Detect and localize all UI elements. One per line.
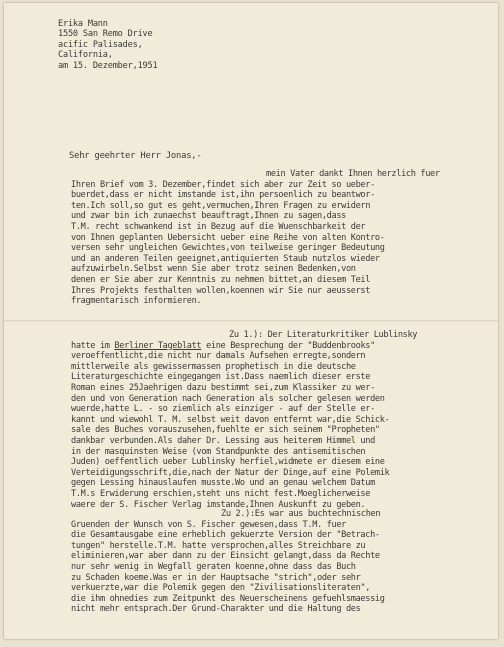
sender-state: California,: [58, 50, 113, 61]
paragraph-2: [71, 330, 498, 510]
text-line: verkuerzte,war die Polemik gegen den "Zivilisationsliteraten",: [71, 583, 371, 594]
sender-street: 1550 San Remo Drive: [58, 29, 153, 40]
text-line: nur sehr wenig in Wegfall geraten koenne,ohne dass das Buch: [71, 561, 356, 572]
text-line: wuerde,hatte L. - so ziemlich als einziger - auf der Stelle er-: [71, 404, 375, 415]
text-line: dankbar verbunden.Als daher Dr. Lessing aus heiterem Himmel und: [71, 435, 375, 446]
text-line: die Gesamtausgabe eine erheblich gekuerzte Version der "Betrach-: [71, 530, 380, 541]
text-line: die ihm ohnedies zum Zeitpunkt des Neuerscheinens gefuehlsmaessig: [71, 593, 385, 604]
text-line: Gruenden der Wunsch von S. Fischer gewesen,dass T.M. fuer: [71, 519, 346, 530]
sender-city: acific Palisades,: [58, 39, 143, 50]
text-line: Verteidigungsschrift,die,nach der Natur der Dinge,auf eine Polemik: [71, 467, 390, 478]
paragraph-1: [71, 169, 498, 307]
text-line: buerdet,dass er nicht imstande ist,ihn persoenlich zu beantwor-: [71, 190, 375, 201]
text-line: zu Schaden koeme.Was er in der Hauptsache "strich",oder sehr: [71, 572, 361, 583]
text-line: sale des Buches vorauszusehen,fuehlte er sich seinem "Propheten": [71, 425, 380, 436]
text-line: und zwar bin ich zunaechst beauftragt,Ihnen zu sagen,dass: [71, 211, 346, 222]
text-line: Ihres Projekts festhalten wollen,koennen wir Sie nur aeusserst: [71, 285, 371, 296]
sender-address-block: [58, 19, 157, 71]
text-fragment: eine Besprechung der "Buddenbrooks": [201, 340, 375, 351]
text-line: aufzuwirbeln.Selbst wenn Sie aber trotz seinen Bedenken,von: [71, 264, 356, 275]
letter-date: am 15. Dezember,1951: [58, 60, 158, 71]
text-line: eliminieren,war aber dann zu der Einsicht gelangt,dass da Rechte: [71, 551, 380, 562]
sender-name: Erika Mann: [58, 19, 108, 29]
text-line: veroeffentlicht,die nicht nur damals Aufsehen erregte,sondern: [71, 351, 366, 362]
paper-fold-line: [4, 320, 498, 322]
text-line: denen er Sie aber zur Kenntnis zu nehmen bittet,an diesem Teil: [71, 274, 371, 285]
text-line: fragmentarisch informieren.: [71, 296, 202, 307]
text-fragment: hatte im: [71, 340, 115, 351]
text-line: Roman eines 25Jaehrigen dazu bestimmt sei,zum Klassiker zu wer-: [71, 382, 375, 393]
paragraph-3: [71, 509, 498, 615]
text-line: Ihren Brief vom 3. Dezember,findet sich aber zur Zeit so ueber-: [71, 179, 375, 190]
text-line: den und von Generation nach Generation als solcher gelesen werden: [71, 393, 385, 404]
text-line: von Ihnen geplanten Uebersicht ueber eine Reihe von alten Kontro-: [71, 232, 385, 243]
text-line: T.M.s Erwiderung erschien,steht uns nicht fest.Moeglicherweise: [71, 488, 371, 499]
text-line: mein Vater dankt Ihnen herzlich fuer: [266, 169, 440, 179]
text-line: T.M. recht schwankend ist in Bezug auf die Wuenschbarkeit der: [71, 221, 366, 232]
text-line: nicht mehr entsprach.Der Grund-Charakter und die Haltung des: [71, 604, 361, 615]
text-line: Juden) oeffentlich ueber Lublinsky herfiel,widmete er diesem eine: [71, 457, 385, 468]
text-line: Zu 2.):Es war aus buchtechnischen: [221, 509, 381, 519]
newspaper-title: Berliner Tageblatt: [114, 340, 202, 351]
text-line: Literaturgeschichte eingegangen ist.Dass naemlich dieser erste: [71, 372, 371, 383]
text-line: versen sehr ungleichen Gewichtes,von teilweise geringer Bedeutung: [71, 243, 385, 254]
text-line: tungen" herstelle.T.M. hatte versprochen,alles Streichbare zu: [71, 540, 366, 551]
letter-page: [4, 3, 498, 639]
text-line: kannt und wiewohl T. M. selbst weit davon entfernt war,die Schick-: [71, 414, 390, 425]
text-line: und an anderen Teilen geeignet,antiquierten Staub nutzlos wieder: [71, 253, 380, 264]
text-line: gegen Lessing hinauslaufen musste.Wo und an genau welchem Datum: [71, 478, 375, 489]
text-line: in der masquinsten Weise (vom Standpunkte des antisemitischen: [71, 446, 366, 457]
text-line: ten.Ich soll,so gut es geht,vermuchen,Ihren Fragen zu erwidern: [71, 200, 371, 211]
text-line: Zu 1.): Der Literaturkritiker Lublinsky: [229, 330, 418, 340]
text-line: mittlerweile als gewissermassen prophetisch in die deutsche: [71, 361, 356, 372]
text-line: [71, 341, 498, 352]
text-line: waere der S. Fischer Verlag imstande,Ihnen Auskunft zu geben.: [71, 499, 366, 510]
salutation: Sehr geehrter Herr Jonas,-: [69, 151, 202, 161]
